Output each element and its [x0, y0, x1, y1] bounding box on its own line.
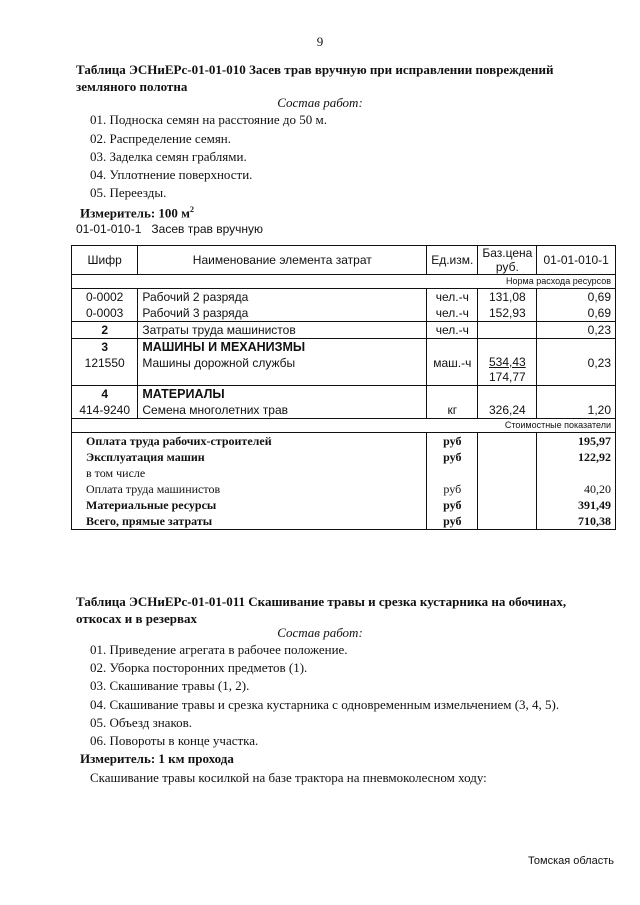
table1-step-5: 05. Переезды. [90, 185, 167, 200]
section-code: 4 [72, 386, 138, 403]
cost-unit: руб [427, 513, 478, 530]
row-code: 2 [72, 322, 138, 339]
table2-description: Скашивание травы косилкой на базе трактора на пневмоколесном ходу: [90, 770, 487, 785]
cost-value: 710,38 [537, 513, 616, 530]
table1-title: Таблица ЭСНиЕРс-01-01-010 Засев трав вручную при исправлении повреждений земляного полотна [76, 62, 554, 94]
resource-table [71, 245, 616, 530]
header-price: Баз.цена руб. [478, 246, 537, 275]
cost-value [537, 465, 616, 481]
cost-value: 195,97 [537, 433, 616, 450]
row-code: 121550 [72, 355, 138, 386]
row-unit: чел.-ч [427, 305, 478, 322]
section-row-materials [72, 386, 616, 403]
row-name: Рабочий 2 разряда [138, 289, 427, 306]
row-value: 1,20 [537, 402, 616, 419]
cost-name: в том числе [72, 465, 427, 481]
section-name: МАТЕРИАЛЫ [138, 386, 427, 403]
cost-row [72, 513, 616, 530]
row-value: 0,23 [537, 355, 616, 386]
table1-step-4: 04. Уплотнение поверхности. [90, 167, 253, 182]
table2-composition-label: Состав работ: [277, 625, 363, 640]
row-value: 0,69 [537, 289, 616, 306]
table2-step-1: 01. Приведение агрегата в рабочее положение. [90, 642, 348, 657]
row-code: 0-0003 [72, 305, 138, 322]
footer-region: Томская область [528, 855, 614, 867]
cost-value: 40,20 [537, 481, 616, 497]
table-row [72, 305, 616, 322]
table2-meter: Измеритель: 1 км прохода [80, 751, 234, 766]
cost-unit: руб [427, 497, 478, 513]
cost-row [72, 465, 616, 481]
cost-row [72, 481, 616, 497]
page-number: 9 [316, 34, 324, 49]
cost-unit [427, 465, 478, 481]
header-norm: 01-01-010-1 [537, 246, 616, 275]
table2-step-6: 06. Повороты в конце участка. [90, 733, 259, 748]
table2-step-4: 04. Скашивание травы и срезка кустарника с одновременным измельчением (3, 4, 5). [90, 697, 560, 712]
table2-title: Таблица ЭСНиЕРс-01-01-011 Скашивание травы и срезка кустарника на обочинах, откосах и в резервах [76, 594, 567, 626]
row-price: 152,93 [478, 305, 537, 322]
row-value: 0,69 [537, 305, 616, 322]
row-unit: чел.-ч [427, 289, 478, 306]
cost-name: Оплата труда машинистов [72, 481, 427, 497]
row-name: Рабочий 3 разряда [138, 305, 427, 322]
cost-subheader-row [72, 419, 616, 433]
cost-unit: руб [427, 481, 478, 497]
cost-row [72, 497, 616, 513]
cost-row [72, 449, 616, 465]
table1-step-2: 02. Распределение семян. [90, 131, 232, 146]
cost-name: Всего, прямые затраты [72, 513, 427, 530]
row-unit: кг [427, 402, 478, 419]
header-name: Наименование элемента затрат [138, 246, 427, 275]
cost-name: Оплата труда рабочих-строителей [72, 433, 427, 450]
row-price-secondary: 174,77 [488, 370, 526, 384]
section-name: МАШИНЫ И МЕХАНИЗМЫ [138, 339, 427, 356]
cost-subheader: Стоимостные показатели [72, 419, 616, 433]
table2-step-5: 05. Объезд знаков. [90, 715, 193, 730]
row-name: Машины дорожной службы [138, 355, 427, 386]
row-value: 0,23 [537, 322, 616, 339]
row-unit: чел.-ч [427, 322, 478, 339]
row-price: 326,24 [478, 402, 537, 419]
table-row [72, 289, 616, 306]
norm-subheader: Норма расхода ресурсов [72, 275, 616, 289]
table-header-row [72, 246, 616, 275]
table-row [72, 402, 616, 419]
table-row [72, 322, 616, 339]
cost-value: 122,92 [537, 449, 616, 465]
row-name: Затраты труда машинистов [138, 322, 427, 339]
cost-unit: руб [427, 433, 478, 450]
section-code: 3 [72, 339, 138, 356]
table1-step-1: 01. Подноска семян на расстояние до 50 м. [90, 112, 327, 127]
table1-step-3: 03. Заделка семян граблями. [90, 149, 247, 164]
table-row [72, 355, 616, 386]
row-price-cell [478, 355, 537, 386]
table1-meter: Измеритель: 100 $м^2$ [80, 205, 195, 221]
cost-value: 391,49 [537, 497, 616, 513]
header-code: Шифр [72, 246, 138, 275]
table1-composition-label: Состав работ: [277, 95, 363, 110]
row-unit: маш.-ч [427, 355, 478, 386]
table2-step-2: 02. Уборка посторонних предметов (1). [90, 660, 308, 675]
cost-name: Эксплуатация машин [72, 449, 427, 465]
section-row-machines [72, 339, 616, 356]
row-name: Семена многолетних трав [138, 402, 427, 419]
row-price: 131,08 [478, 289, 537, 306]
table1-norm-ref: 01-01-010-1 Засев трав вручную [76, 222, 264, 236]
cost-row [72, 433, 616, 450]
cost-unit: руб [427, 449, 478, 465]
row-code: 0-0002 [72, 289, 138, 306]
norm-subheader-row [72, 275, 616, 289]
row-code: 414-9240 [72, 402, 138, 419]
row-price [478, 322, 537, 339]
cost-name: Материальные ресурсы [72, 497, 427, 513]
table2-step-3: 03. Скашивание травы (1, 2). [90, 678, 250, 693]
header-unit: Ед.изм. [427, 246, 478, 275]
row-price: 534,43 [488, 355, 526, 369]
